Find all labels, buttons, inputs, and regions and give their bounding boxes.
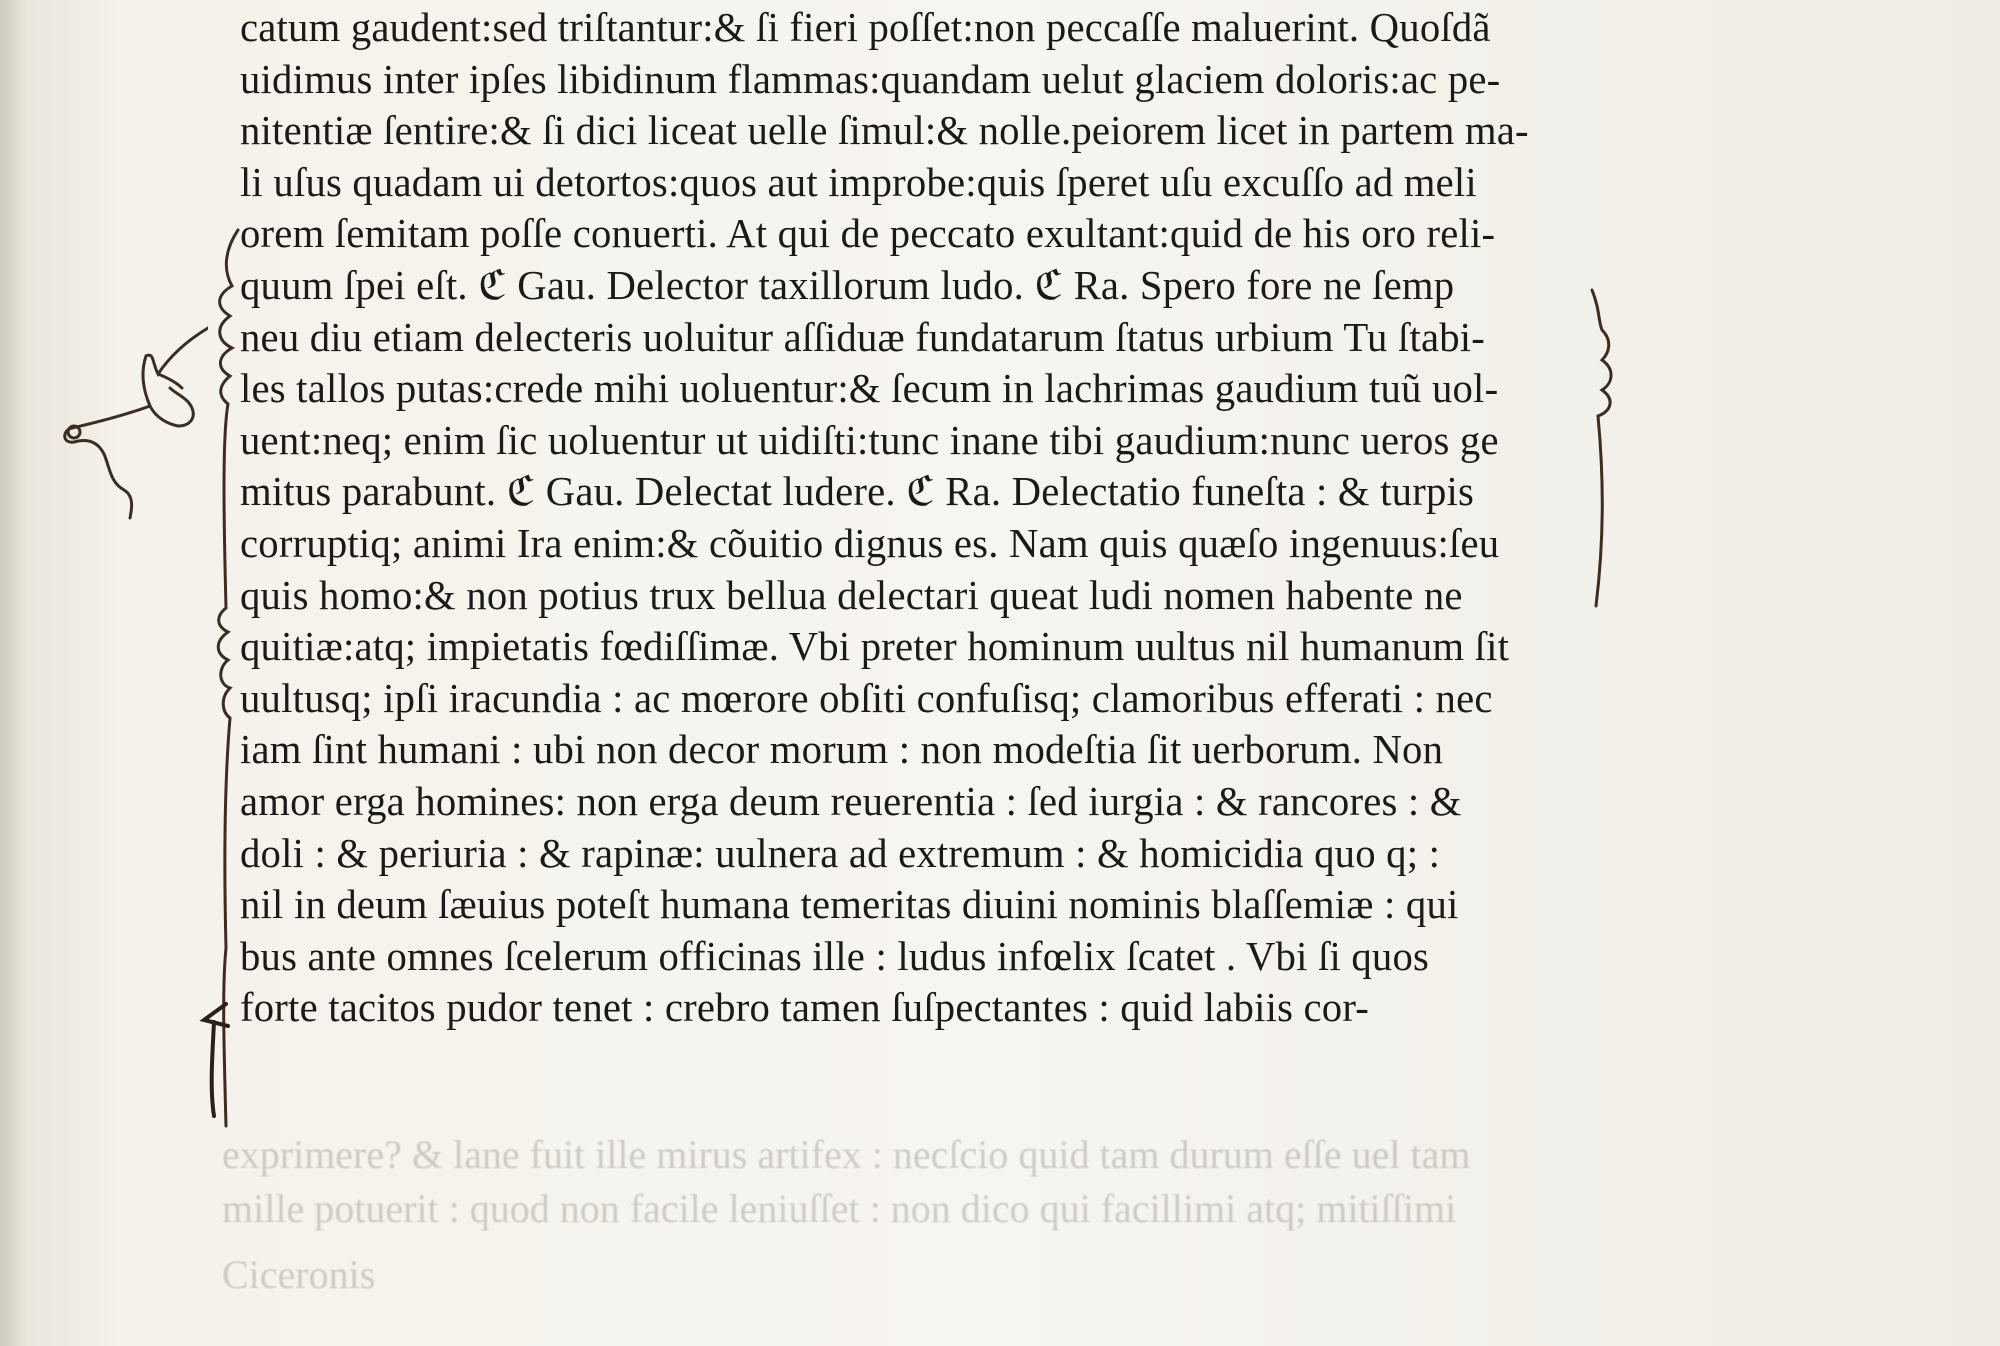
text-line: uidimus inter ipſes libidinum flammas:quandam uelut glaciem doloris:ac pe-: [240, 55, 1501, 102]
text-line: catum gaudent:sed triſtantur:& ſi fieri poſſet:non peccaſſe maluerint. Quoſdã: [240, 4, 1491, 50]
text-line: nitentiæ ſentire:& ſi dici liceat uelle ſimul:& nolle.peiorem licet in partem ma-: [240, 107, 1529, 154]
printed-text-block: [240, 2, 1620, 1034]
text-line: quitiæ:atq; impietatis fœdiſſimæ. Vbi preter hominum uultus nil humanum ſit: [240, 623, 1510, 670]
gutter-shadow: [0, 0, 26, 1346]
show-through-line: mille potuerit : quod non facile leniuſſet : non dico qui facillimi atq; mitiſſimi: [222, 1186, 1457, 1231]
text-line: iam ſint humani : ubi non decor morum : non modeſtia ſit uerborum. Non: [240, 726, 1444, 773]
manuscript-bracket-right: [1586, 280, 1626, 610]
text-line: li uſus quadam ui detortos:quos aut improbe:quis ſperet uſu excuſſo ad meli: [240, 158, 1477, 205]
text-line: amor erga homines: non erga deum reuerentia : ſed iurgia : & rancores : &: [240, 777, 1462, 824]
text-line: doli : & periuria : & rapinæ: uulnera ad extremum : & homicidia quo q; :: [240, 829, 1441, 876]
text-line: corruptiq; animi Ira enim:& cõuitio dignus es. Nam quis quæſo ingenuus:ſeu: [240, 519, 1500, 566]
text-line: uent:neq; enim ſic uoluentur ut uidiſti:tunc inane tibi gaudium:nunc ueros ge: [240, 416, 1499, 463]
text-line: mitus parabunt. ℭ Gau. Delectat ludere. ℭ Ra. Delectatio funeſta : & turpis: [240, 468, 1475, 515]
text-line: les tallos putas:crede mihi uoluentur:& ſecum in lachrimas gaudium tuũ uol-: [240, 365, 1499, 412]
manuscript-bracket-left: [208, 228, 254, 1128]
text-line: uultusq; ipſi iracundia : ac mœrore obſiti confuſisq; clamoribus efferati : nec: [240, 674, 1493, 721]
show-through-line: exprimere? & lane fuit ille mirus artifex : necſcio quid tam durum eſſe uel tam: [222, 1132, 1471, 1177]
text-line: orem ſemitam poſſe conuerti. At qui de peccato exultant:quid de his oro reli-: [240, 210, 1496, 257]
text-line: neu diu etiam delecteris uoluitur aſſiduæ fundatarum ſtatus urbium Tu ſtabi-: [240, 313, 1486, 360]
show-through-catchword: Ciceronis: [222, 1252, 376, 1297]
manuscript-paraph-icon: [196, 1000, 236, 1120]
text-line: quis homo:& non potius trux bellua delectari queat ludi nomen habente ne: [240, 571, 1463, 618]
show-through-text: [222, 1128, 1622, 1297]
text-line: forte tacitos pudor tenet : crebro tamen ſuſpectantes : quid labiis cor-: [240, 984, 1370, 1031]
manicule-hand-icon: [58, 322, 208, 522]
text-line: bus ante omnes ſcelerum officinas ille : ludus infœlix ſcatet . Vbi ſi quos: [240, 932, 1430, 979]
text-line: quum ſpei eſt. ℭ Gau. Delector taxillorum ludo. ℭ Ra. Spero fore ne ſemp: [240, 261, 1455, 308]
text-line: nil in deum ſæuius poteſt humana temeritas diuini nominis blaſſemiæ : qui: [240, 881, 1459, 928]
